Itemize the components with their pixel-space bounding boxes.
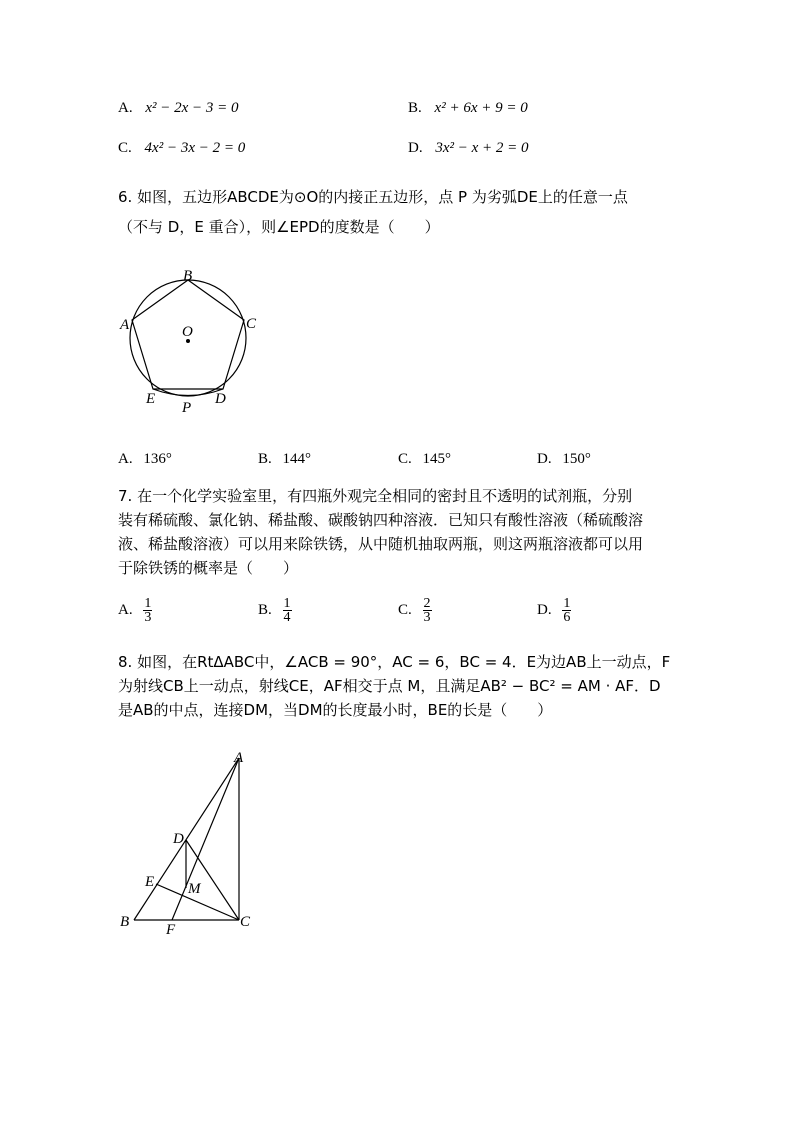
option-label: C.	[118, 140, 132, 156]
option-label: B.	[408, 100, 422, 116]
fraction-denominator: 4	[283, 610, 291, 625]
label-e: E	[146, 391, 156, 407]
q7-line-1: 7. 在一个化学实验室里，有四瓶外观完全相同的密封且不透明的试剂瓶，分别	[118, 487, 633, 505]
q7-text	[118, 484, 698, 580]
q5-option-d	[408, 138, 529, 157]
fraction-numerator: 1	[144, 596, 152, 611]
q6-option-d	[537, 449, 591, 468]
q8-triangle-figure	[112, 748, 272, 938]
q7-option-c	[398, 597, 432, 624]
option-expr: 4x² − 3x − 2 = 0	[144, 140, 246, 156]
q7-line-3: 液、稀盐酸溶液）可以用来除铁锈，从中随机抽取两瓶，则这两瓶溶液都可以用	[118, 535, 644, 553]
label-b: B	[183, 268, 193, 284]
option-value: 150°	[562, 451, 591, 467]
label-f: F	[166, 922, 176, 938]
option-label: B.	[258, 602, 272, 618]
label-c: C	[240, 914, 251, 930]
option-fraction	[423, 597, 432, 624]
option-label: D.	[537, 602, 552, 618]
option-fraction	[283, 597, 292, 624]
fraction-numerator: 1	[563, 596, 571, 611]
q7-line-4: 于除铁锈的概率是（ ）	[118, 559, 299, 577]
label-m: M	[188, 881, 201, 897]
option-label: C.	[398, 451, 412, 467]
q6-option-b	[258, 449, 311, 468]
q5-option-c	[118, 138, 245, 157]
fraction-denominator: 3	[423, 610, 431, 625]
label-b: B	[120, 914, 130, 930]
option-fraction	[562, 597, 571, 624]
label-a: A	[120, 317, 130, 333]
q5-option-a	[118, 98, 239, 117]
fraction-denominator: 3	[144, 610, 152, 625]
q6-text	[118, 186, 698, 238]
q8-line-1: 8. 如图，在RtΔABC中，∠ACB = 90°，AC = 6，BC = 4．E为边AB上一动点，F	[118, 653, 671, 671]
option-label: D.	[537, 451, 552, 467]
q7-line-2: 装有稀硫酸、氯化钠、稀盐酸、碳酸钠四种溶液．已知只有酸性溶液（稀硫酸溶	[118, 511, 644, 529]
fraction-numerator: 2	[423, 596, 431, 611]
q6-pentagon-figure	[110, 262, 270, 422]
option-expr: x² − 2x − 3 = 0	[145, 100, 239, 116]
option-label: D.	[408, 140, 423, 156]
option-label: C.	[398, 602, 412, 618]
option-label: A.	[118, 602, 133, 618]
q6-option-a	[118, 449, 172, 468]
option-expr: x² + 6x + 9 = 0	[434, 100, 528, 116]
option-label: A.	[118, 100, 133, 116]
label-d: D	[173, 831, 184, 847]
q8-line-2: 为射线CB上一动点，射线CE，AF相交于点 M，且满足AB² − BC² = AM · AF．D	[118, 677, 661, 695]
q6-line-2: （不与 D，E 重合），则∠EPD的度数是（ ）	[118, 218, 440, 236]
option-expr: 3x² − x + 2 = 0	[435, 140, 529, 156]
q8-text	[118, 650, 698, 722]
q6-option-c	[398, 449, 451, 468]
label-c: C	[246, 316, 257, 332]
q7-option-d	[537, 597, 571, 624]
option-value: 144°	[282, 451, 312, 467]
option-label: B.	[258, 451, 272, 467]
q5-option-b	[408, 98, 528, 117]
option-value: 145°	[422, 451, 452, 467]
option-value: 136°	[143, 451, 172, 467]
label-e: E	[145, 874, 155, 890]
q8-line-3: 是AB的中点，连接DM，当DM的长度最小时，BE的长是（ ）	[118, 701, 553, 719]
fraction-denominator: 6	[563, 610, 571, 625]
q7-option-a	[118, 597, 152, 624]
label-p: P	[182, 400, 192, 416]
label-o: O	[182, 324, 193, 340]
option-fraction	[143, 597, 152, 624]
label-a: A	[234, 750, 244, 766]
option-label: A.	[118, 451, 133, 467]
fraction-numerator: 1	[283, 596, 291, 611]
label-d: D	[215, 391, 226, 407]
q6-line-1: 6. 如图，五边形ABCDE为⊙O的内接正五边形，点 P 为劣弧DE上的任意一点	[118, 188, 628, 206]
q7-option-b	[258, 597, 292, 624]
